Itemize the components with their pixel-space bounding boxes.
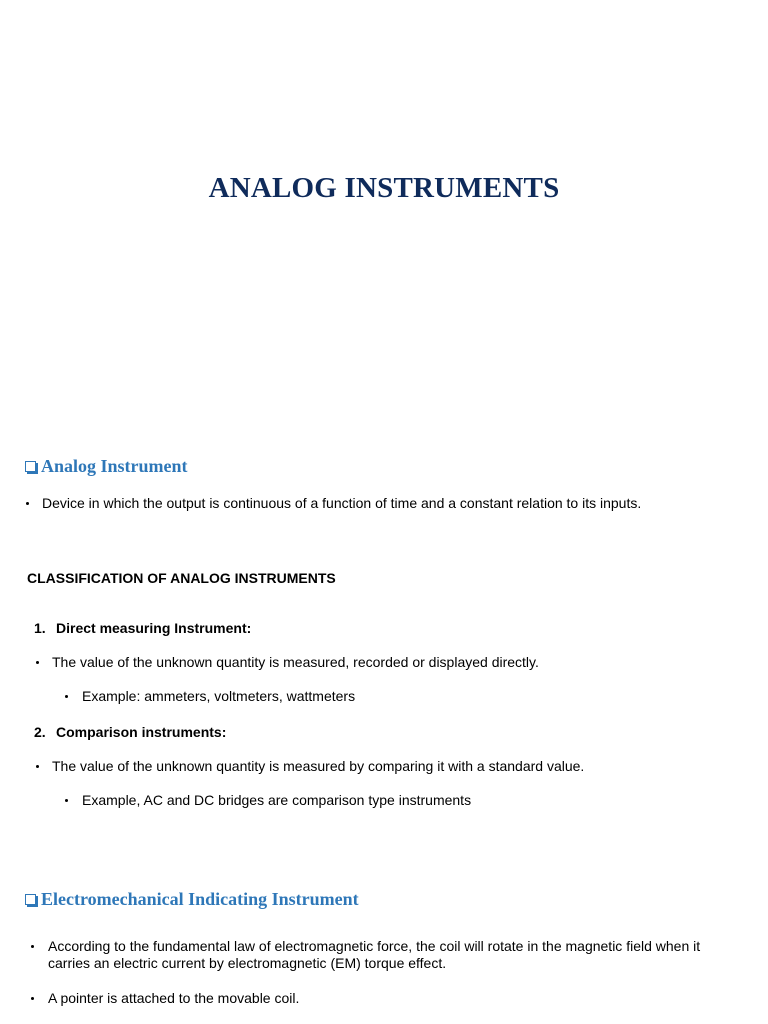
bullet-dot-icon [65,695,68,698]
definition-text: Device in which the output is continuous of a function of time and a constant relation to its inputs. [42,495,642,511]
section-heading-label: Analog Instrument [41,456,188,476]
section-heading-label: Electromechanical Indicating Instrument [41,889,359,909]
section-heading-analog-instrument [25,456,188,477]
list-item-description: The value of the unknown quantity is measured, recorded or displayed directly. [52,654,539,670]
list-item-number: 1. [34,620,46,636]
list-item-example: Example: ammeters, voltmeters, wattmeters [82,688,356,704]
bullet-dot-icon [31,997,34,1000]
electromagnetic-force-text: According to the fundamental law of electromagnetic force, the coil will rotate in the magnetic field when it carries an electric current by electromagnetic (EM) torque effect. [48,938,701,971]
classification-heading: CLASSIFICATION OF ANALOG INSTRUMENTS [27,570,336,586]
checkbox-bullet-icon [25,894,36,905]
list-item-label: Comparison instruments: [56,724,227,740]
list-item-example: Example, AC and DC bridges are comparison type instruments [82,792,472,808]
section-heading-electromechanical [25,889,359,910]
list-item-description: The value of the unknown quantity is measured by comparing it with a standard value. [52,758,585,774]
list-item-number: 2. [34,724,46,740]
checkbox-bullet-icon [25,461,36,472]
bullet-dot-icon [36,661,39,664]
list-item-label: Direct measuring Instrument: [56,620,252,636]
page-title: ANALOG INSTRUMENTS [208,172,560,204]
bullet-dot-icon [31,945,34,948]
bullet-dot-icon [36,765,39,768]
bullet-dot-icon [26,502,29,505]
pointer-text: A pointer is attached to the movable coil. [48,990,300,1006]
bullet-dot-icon [65,799,68,802]
